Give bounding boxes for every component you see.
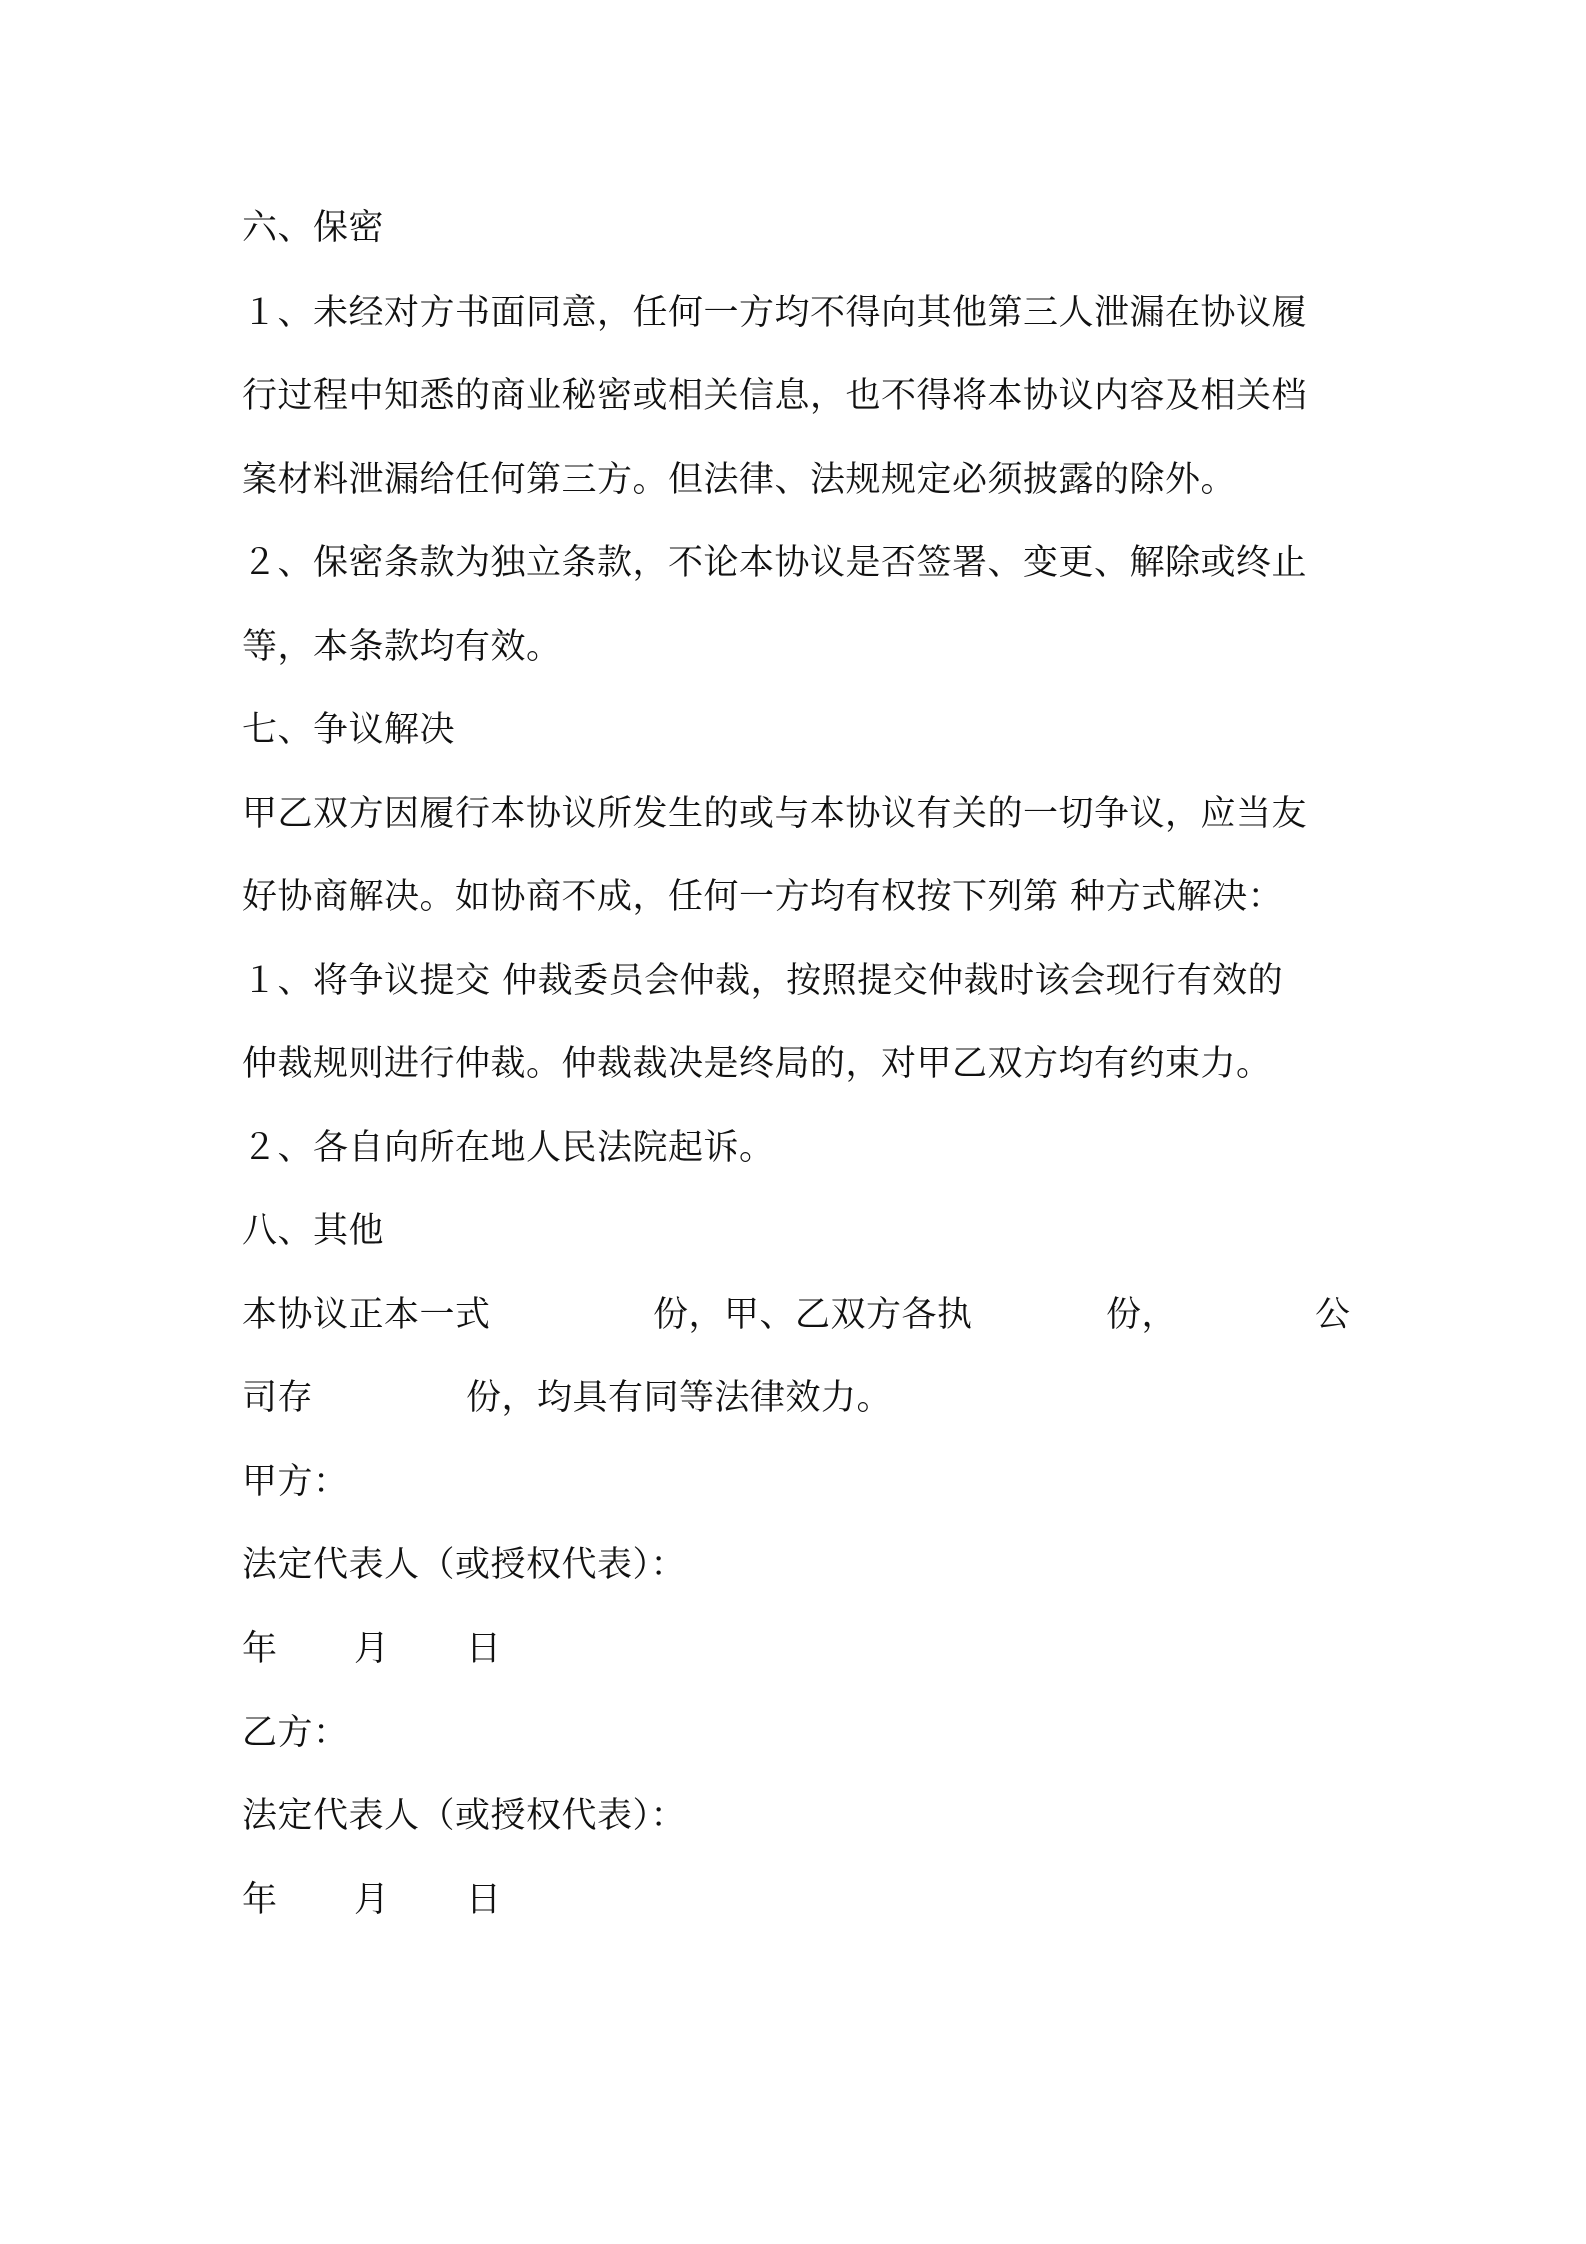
- party-b-date: [242, 1874, 1352, 1926]
- day-label: 日: [466, 1629, 502, 1669]
- copies-text: 份，均具有同等法律效力。: [466, 1378, 893, 1418]
- paragraph-line: １、未经对方书面同意，任何一方均不得向其他第三人泄漏在协议履: [242, 293, 1308, 333]
- paragraph-line: １、将争议提交 仲裁委员会仲裁，按照提交仲裁时该会现行有效的: [242, 961, 1284, 1001]
- day-label: 日: [466, 1880, 502, 1920]
- party-b-representative-label: 法定代表人（或授权代表）：: [242, 1796, 687, 1836]
- copies-text: 份，: [1106, 1295, 1178, 1335]
- copies-text: 本协议正本一式: [242, 1295, 491, 1335]
- paragraph-line: 仲裁规则进行仲裁。仲裁裁决是终局的，对甲乙双方均有约束力。: [242, 1044, 1272, 1084]
- paragraph-line: ２、各自向所在地人民法院起诉。: [242, 1128, 775, 1168]
- party-b-label: 乙方：: [242, 1713, 349, 1753]
- paragraph-line: 行过程中知悉的商业秘密或相关信息，也不得将本协议内容及相关档: [242, 376, 1308, 416]
- copies-text: 公: [1315, 1295, 1351, 1335]
- paragraph-line: 好协商解决。如协商不成，任何一方均有权按下列第 种方式解决：: [242, 877, 1284, 917]
- paragraph-line: 甲乙双方因履行本协议所发生的或与本协议有关的一切争议，应当友: [242, 794, 1308, 834]
- copies-clause-line: [242, 1289, 1352, 1341]
- section-heading-dispute-resolution: 七、争议解决: [242, 710, 456, 750]
- paragraph-line: ２、保密条款为独立条款，不论本协议是否签署、变更、解除或终止: [242, 543, 1308, 583]
- year-label: 年: [242, 1629, 278, 1669]
- month-label: 月: [354, 1629, 390, 1669]
- copies-clause-line: [242, 1372, 1352, 1424]
- month-label: 月: [354, 1880, 390, 1920]
- section-heading-other: 八、其他: [242, 1211, 385, 1251]
- party-a-date: [242, 1623, 1352, 1675]
- copies-text: 份，甲、乙双方各执: [653, 1295, 973, 1335]
- paragraph-line: 案材料泄漏给任何第三方。但法律、法规规定必须披露的除外。: [242, 460, 1237, 500]
- section-heading-confidentiality: 六、保密: [242, 208, 385, 248]
- party-a-label: 甲方：: [242, 1462, 349, 1502]
- copies-text: 司存: [242, 1378, 314, 1418]
- year-label: 年: [242, 1880, 278, 1920]
- paragraph-line: 等，本条款均有效。: [242, 627, 562, 667]
- party-a-representative-label: 法定代表人（或授权代表）：: [242, 1545, 687, 1585]
